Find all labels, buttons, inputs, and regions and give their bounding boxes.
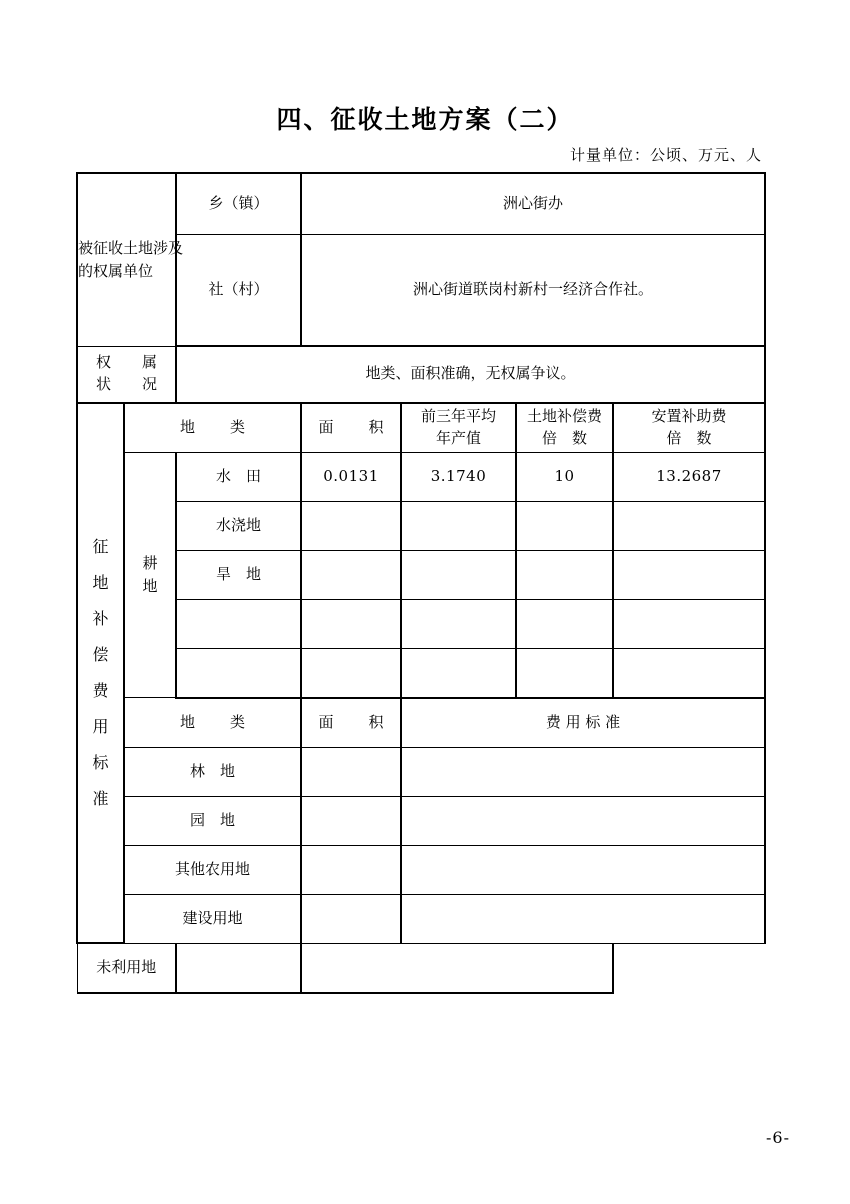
land-type-name: 林 地 [124,747,301,796]
land-area-value[interactable] [301,894,401,943]
land-area-value[interactable] [301,747,401,796]
land-area-value[interactable] [176,943,301,993]
header-land-type-b [124,698,301,748]
header-land-type-b-text: 地 类 [179,712,255,731]
header-avg-yield [401,403,516,453]
land-area-value[interactable] [301,599,401,648]
fee-standard-value[interactable] [401,894,765,943]
township-value[interactable]: 洲心街办 [301,173,765,235]
ownership-status-label-line2: 状 况 [95,375,165,393]
land-compensation-multiple-value[interactable] [516,550,613,599]
avg-yield-value[interactable] [401,550,516,599]
land-compensation-multiple-value[interactable]: 10 [516,452,613,501]
land-area-value[interactable] [301,845,401,894]
header-resettlement-multiple [613,403,765,453]
township-label: 乡（镇） [176,173,301,235]
table-row-compensation-header-a [77,403,765,453]
land-compensation-multiple-value[interactable] [516,501,613,550]
header-resettlement-line2: 倍 数 [666,428,712,447]
land-type-name [176,599,301,648]
header-land-compensation-line1: 土地补偿费 [526,406,602,425]
resettlement-multiple-value[interactable] [613,501,765,550]
table-row-compensation-header-b [77,698,765,748]
header-resettlement-line1: 安置补助费 [651,406,727,425]
group-label-cultivated-land-text: 耕地 [142,553,158,595]
measurement-unit-note: 计量单位：公顷、万元、人 [569,146,762,164]
table-row [77,796,765,845]
land-type-name: 水 田 [176,452,301,501]
page-title: 四、征收土地方案（二） [276,105,574,134]
table-row-ownership-status [77,346,765,403]
ownership-units-row-label-text: 被征收土地涉及的权属单位 [78,238,184,280]
table-row [77,894,765,943]
fee-standard-value[interactable] [401,747,765,796]
land-type-name [176,648,301,698]
header-land-type-a [124,403,301,453]
table-row [77,747,765,796]
avg-yield-value[interactable] [401,599,516,648]
header-avg-yield-line1: 前三年平均 [420,406,496,425]
header-land-compensation-multiple [516,403,613,453]
compensation-side-label-text: 征地补偿费用标准 [92,536,109,808]
avg-yield-value[interactable]: 3.1740 [401,452,516,501]
resettlement-multiple-value[interactable] [613,550,765,599]
land-compensation-multiple-value[interactable] [516,599,613,648]
header-area-b-text: 面 积 [318,712,394,731]
page-number: -6- [766,1128,790,1147]
header-avg-yield-line2: 年产值 [435,428,481,447]
land-type-name: 其他农用地 [124,845,301,894]
table-row-township [77,173,765,235]
table-row [77,599,765,648]
table-row [77,452,765,501]
header-land-type-a-text: 地 类 [179,417,255,436]
village-value[interactable]: 洲心街道联岗村新村一经济合作社。 [301,235,765,347]
resettlement-multiple-value[interactable] [613,599,765,648]
table-row [77,648,765,698]
fee-standard-value[interactable] [301,943,613,993]
header-area-b [301,698,401,748]
fee-standard-value[interactable] [401,796,765,845]
ownership-status-label [77,346,176,403]
ownership-status-value[interactable]: 地类、面积准确，无权属争议。 [176,346,765,403]
land-type-name: 未利用地 [77,943,176,993]
header-area-a-text: 面 积 [318,417,394,436]
land-compensation-multiple-value[interactable] [516,648,613,698]
land-type-name: 水浇地 [176,501,301,550]
avg-yield-value[interactable] [401,648,516,698]
resettlement-multiple-value[interactable] [613,648,765,698]
table-row [77,943,765,993]
avg-yield-value[interactable] [401,501,516,550]
land-area-value[interactable] [301,648,401,698]
fee-standard-value[interactable] [401,845,765,894]
land-type-name: 旱 地 [176,550,301,599]
land-area-value[interactable] [301,796,401,845]
group-label-cultivated-land [124,452,176,698]
compensation-side-label [77,403,124,944]
land-area-value[interactable] [301,550,401,599]
header-land-compensation-line2: 倍 数 [541,428,587,447]
land-type-name: 建设用地 [124,894,301,943]
land-type-name: 园 地 [124,796,301,845]
village-label: 社（村） [176,235,301,347]
resettlement-multiple-value[interactable]: 13.2687 [613,452,765,501]
header-fee-standard: 费 用 标 准 [401,698,765,748]
land-area-value[interactable] [301,501,401,550]
header-area-a [301,403,401,453]
table-row [77,501,765,550]
land-requisition-table [76,172,766,994]
table-row [77,845,765,894]
land-area-value[interactable]: 0.0131 [301,452,401,501]
table-row [77,550,765,599]
ownership-status-label-line1: 权 属 [95,353,165,372]
ownership-units-row-label [77,173,184,346]
